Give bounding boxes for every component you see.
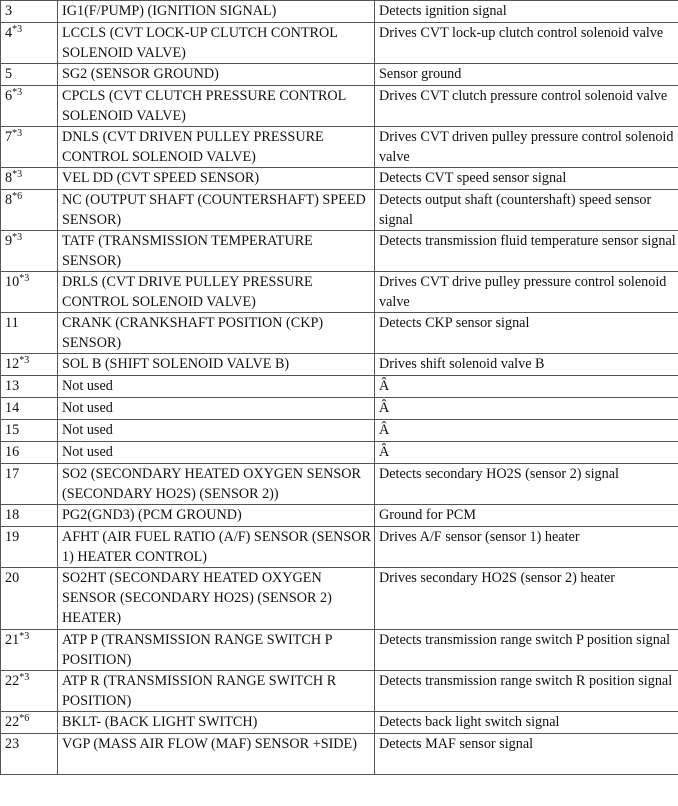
description-cell: Drives CVT clutch pressure control solenoid valve [375,86,678,127]
table-row [1,1,678,23]
signal-cell: ATP P (TRANSMISSION RANGE SWITCH P POSITION) [58,630,375,671]
signal-cell: VEL DD (CVT SPEED SENSOR) [58,168,375,190]
signal-cell: VGP (MASS AIR FLOW (MAF) SENSOR +SIDE) [58,734,375,775]
terminal-cell: 12$^{*3}$ [1,354,58,376]
terminal-cell: 3 [1,1,58,23]
description-cell: Detects MAF sensor signal [375,734,678,775]
description-cell: Ground for PCM [375,505,678,527]
table-row [1,734,678,775]
description-cell: Drives secondary HO2S (sensor 2) heater [375,568,678,630]
description-cell: Detects CKP sensor signal [375,313,678,354]
description-cell: Detects output shaft (countershaft) speed sensor signal [375,190,678,231]
terminal-cell: 17 [1,464,58,505]
description-cell: Â [375,398,678,420]
description-cell: Detects transmission fluid temperature sensor signal [375,231,678,272]
table-row [1,23,678,64]
description-cell: Drives CVT lock-up clutch control solenoid valve [375,23,678,64]
terminal-cell: 9$^{*3}$ [1,231,58,272]
table-row [1,630,678,671]
terminal-cell: 13 [1,376,58,398]
table-row [1,671,678,712]
terminal-cell: 18 [1,505,58,527]
table-row [1,127,678,168]
description-cell: Detects secondary HO2S (sensor 2) signal [375,464,678,505]
table-row [1,527,678,568]
description-cell: Detects CVT speed sensor signal [375,168,678,190]
terminal-cell: 19 [1,527,58,568]
terminal-cell: 7$^{*3}$ [1,127,58,168]
signal-cell: DNLS (CVT DRIVEN PULLEY PRESSURE CONTROL SOLENOID VALVE) [58,127,375,168]
terminal-cell: 4$^{*3}$ [1,23,58,64]
table-row [1,64,678,86]
signal-cell: ATP R (TRANSMISSION RANGE SWITCH R POSITION) [58,671,375,712]
signal-cell: LCCLS (CVT LOCK-UP CLUTCH CONTROL SOLENOID VALVE) [58,23,375,64]
signal-cell: DRLS (CVT DRIVE PULLEY PRESSURE CONTROL SOLENOID VALVE) [58,272,375,313]
table-row [1,398,678,420]
table-row [1,168,678,190]
description-cell: Detects ignition signal [375,1,678,23]
terminal-cell: 22$^{*3}$ [1,671,58,712]
terminal-cell: 16 [1,442,58,464]
table-row [1,420,678,442]
table-row [1,86,678,127]
signal-cell: Not used [58,442,375,464]
signal-cell: TATF (TRANSMISSION TEMPERATURE SENSOR) [58,231,375,272]
signal-cell: IG1(F/PUMP) (IGNITION SIGNAL) [58,1,375,23]
table-row [1,354,678,376]
terminal-cell: 5 [1,64,58,86]
terminal-cell: 15 [1,420,58,442]
signal-cell: SOL B (SHIFT SOLENOID VALVE B) [58,354,375,376]
signal-cell: Not used [58,376,375,398]
description-cell: Drives CVT drive pulley pressure control solenoid valve [375,272,678,313]
signal-cell: NC (OUTPUT SHAFT (COUNTERSHAFT) SPEED SENSOR) [58,190,375,231]
description-cell: Detects transmission range switch P position signal [375,630,678,671]
signal-cell: SO2 (SECONDARY HEATED OXYGEN SENSOR (SECONDARY HO2S) (SENSOR 2)) [58,464,375,505]
description-cell: Drives A/F sensor (sensor 1) heater [375,527,678,568]
table-row [1,190,678,231]
description-cell: Â [375,442,678,464]
signal-cell: PG2(GND3) (PCM GROUND) [58,505,375,527]
description-cell: Sensor ground [375,64,678,86]
description-cell: Â [375,376,678,398]
terminal-cell: 8$^{*3}$ [1,168,58,190]
table-row [1,464,678,505]
table-row [1,505,678,527]
terminal-cell: 20 [1,568,58,630]
signal-cell: CPCLS (CVT CLUTCH PRESSURE CONTROL SOLENOID VALVE) [58,86,375,127]
table-row [1,442,678,464]
signal-cell: SG2 (SENSOR GROUND) [58,64,375,86]
table-row [1,313,678,354]
terminal-cell: 11 [1,313,58,354]
terminal-cell: 22$^{*6}$ [1,712,58,734]
terminal-cell: 6$^{*3}$ [1,86,58,127]
signal-cell: Not used [58,398,375,420]
signal-cell: CRANK (CRANKSHAFT POSITION (CKP) SENSOR) [58,313,375,354]
description-cell: Drives shift solenoid valve B [375,354,678,376]
table-row [1,376,678,398]
table-row [1,712,678,734]
terminal-cell: 8$^{*6}$ [1,190,58,231]
signal-cell: Not used [58,420,375,442]
description-cell: Â [375,420,678,442]
table-row [1,231,678,272]
signal-cell: BKLT- (BACK LIGHT SWITCH) [58,712,375,734]
signal-cell: AFHT (AIR FUEL RATIO (A/F) SENSOR (SENSOR 1) HEATER CONTROL) [58,527,375,568]
terminal-cell: 14 [1,398,58,420]
description-cell: Drives CVT driven pulley pressure control solenoid valve [375,127,678,168]
terminal-cell: 23 [1,734,58,775]
terminal-cell: 21$^{*3}$ [1,630,58,671]
description-cell: Detects back light switch signal [375,712,678,734]
terminal-cell: 10$^{*3}$ [1,272,58,313]
description-cell: Detects transmission range switch R position signal [375,671,678,712]
signal-cell: SO2HT (SECONDARY HEATED OXYGEN SENSOR (SECONDARY HO2S) (SENSOR 2) HEATER) [58,568,375,630]
table-row [1,568,678,630]
table-row [1,272,678,313]
